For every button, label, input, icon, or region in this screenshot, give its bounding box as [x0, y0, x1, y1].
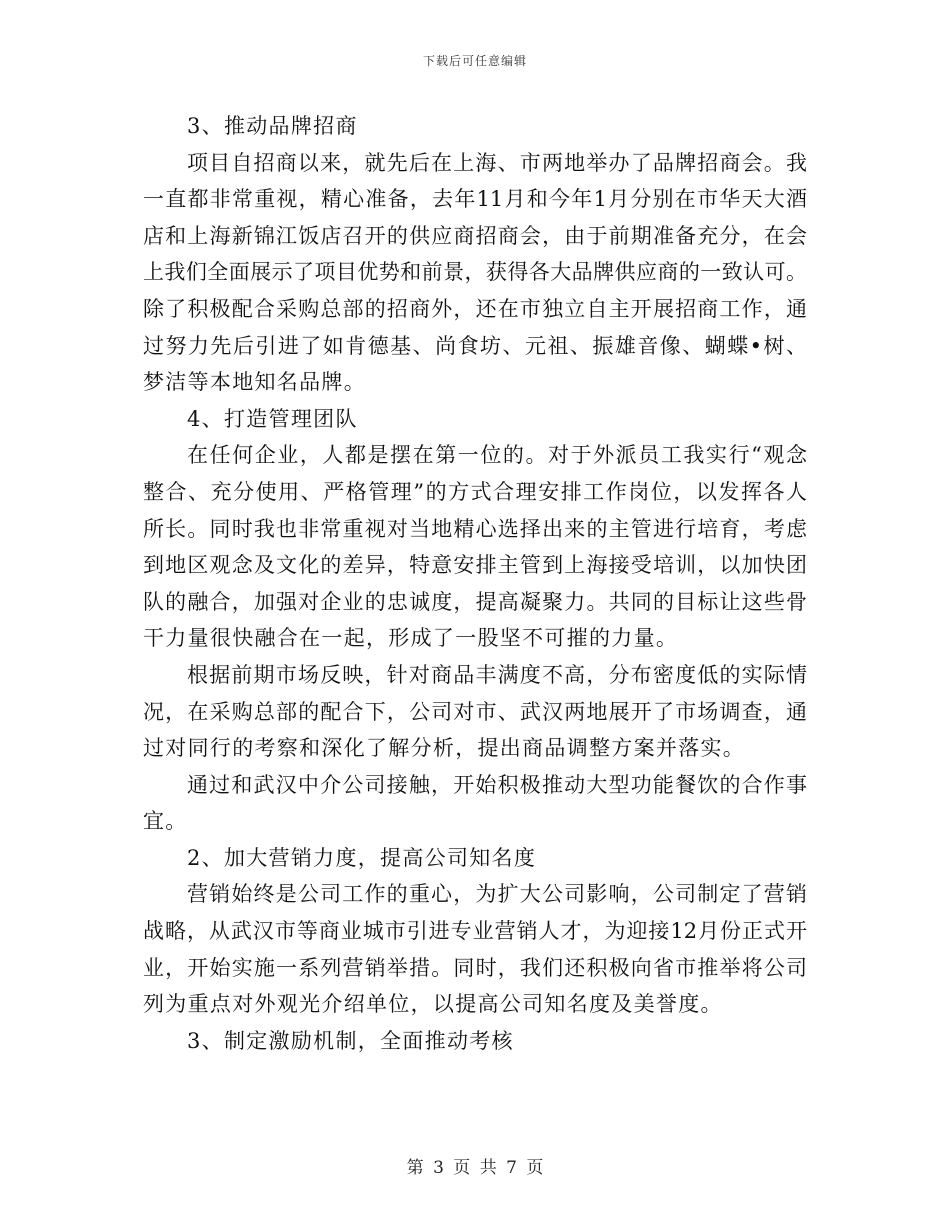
paragraph-line: 上我们全面展示了项目优势和前景，获得各大品牌供应商的一致认可。: [143, 260, 807, 285]
paragraph-line: 业，开始实施一系列营销举措。同时，我们还积极向省市推举将公司: [143, 955, 807, 980]
paragraph-line: 店和上海新锦江饭店召开的供应商招商会，由于前期准备充分，在会: [143, 223, 807, 248]
paragraph-line: 一直都非常重视，精心准备，去年11月和今年1月分别在市华天大酒: [143, 187, 807, 212]
paragraph-line: 况，在采购总部的配合下，公司对市、武汉两地展开了市场调查，通: [143, 699, 807, 724]
section-heading-incentive: 3、制定激励机制，全面推动考核: [187, 1028, 514, 1053]
paragraph-line: 到地区观念及文化的差异，特意安排主管到上海接受培训，以加快团: [143, 553, 807, 578]
section-heading-management-team: 4、打造管理团队: [187, 406, 358, 431]
paragraph-line: 通过和武汉中介公司接触，开始积极推动大型功能餐饮的合作事: [187, 772, 807, 797]
paragraph-line: 队的融合，加强对企业的忠诚度，提高凝聚力。共同的目标让这些骨: [143, 589, 807, 614]
paragraph-line: 除了积极配合采购总部的招商外，还在市独立自主开展招商工作，通: [143, 296, 807, 321]
document-body: [143, 108, 807, 1059]
page-number-footer: 第 3 页 共 7 页: [406, 1158, 544, 1178]
paragraph-line: 整合、充分使用、严格管理”的方式合理安排工作岗位，以发挥各人: [143, 479, 807, 504]
paragraph-line: 梦洁等本地知名品牌。: [143, 370, 366, 395]
header-note: 下载后可任意编辑: [422, 54, 527, 68]
paragraph-line: 宜。: [143, 809, 188, 834]
paragraph-line: 过对同行的考察和深化了解分析，提出商品调整方案并落实。: [143, 736, 746, 761]
paragraph-line: 过努力先后引进了如肯德基、尚食坊、元祖、振雄音像、蝴蝶•树、: [143, 333, 807, 358]
paragraph-line: 干力量很快融合在一起，形成了一股坚不可摧的力量。: [143, 626, 679, 651]
section-heading-brand-investment: 3、推动品牌招商: [187, 114, 358, 138]
paragraph-line: 营销始终是公司工作的重心，为扩大公司影响，公司制定了营销: [187, 882, 807, 907]
paragraph-line: 战略，从武汉市等商业城市引进专业营销人才，为迎接12月份正式开: [143, 919, 807, 944]
paragraph-line: 在任何企业，人都是摆在第一位的。对于外派员工我实行“观念: [187, 443, 807, 468]
paragraph-line: 根据前期市场反映，针对商品丰满度不高，分布密度低的实际情: [187, 662, 807, 687]
paragraph-line: 列为重点对外观光介绍单位，以提高公司知名度及美誉度。: [143, 992, 723, 1017]
paragraph-line: 项目自招商以来，就先后在上海、市两地举办了品牌招商会。我: [187, 150, 807, 175]
section-heading-marketing: 2、加大营销力度，提高公司知名度: [187, 845, 537, 870]
paragraph-line: 所长。同时我也非常重视对当地精心选择出来的主管进行培育，考虑: [143, 516, 807, 541]
